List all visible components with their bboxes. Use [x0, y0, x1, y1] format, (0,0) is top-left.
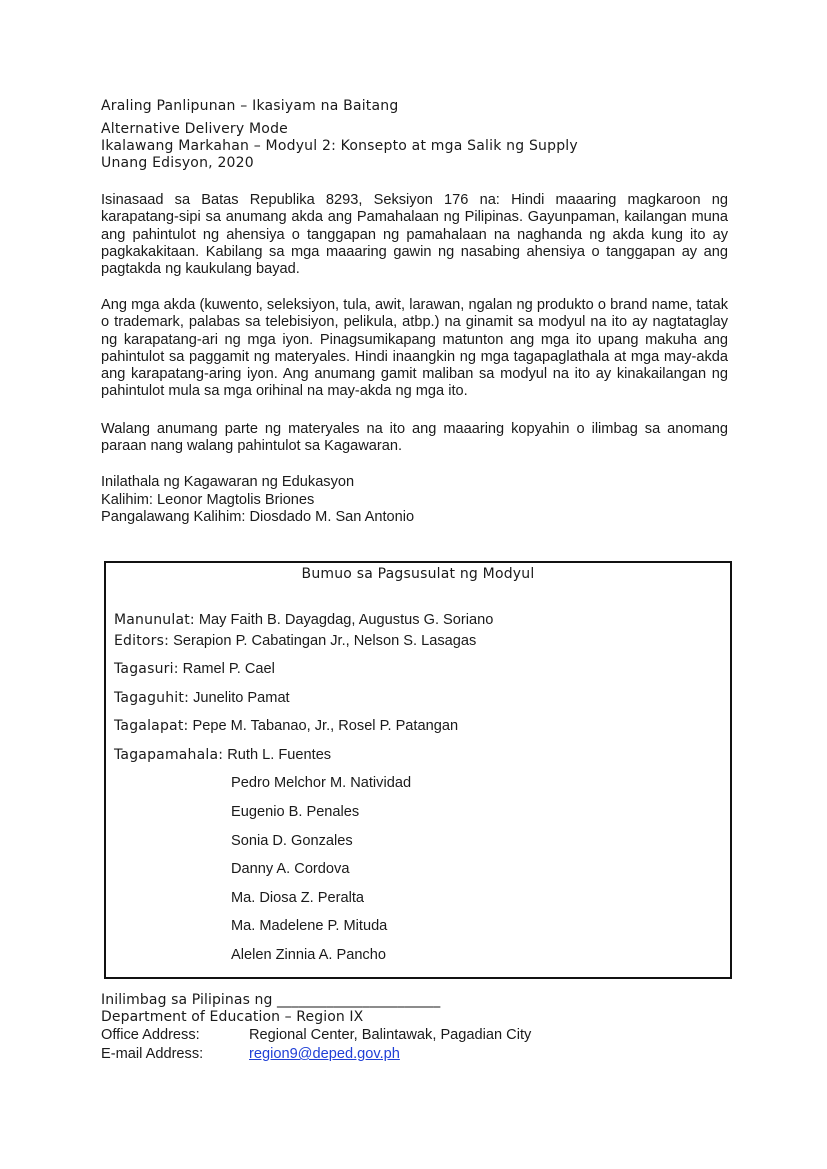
management-member: Pedro Melchor M. Natividad: [231, 775, 412, 791]
editors-names: Serapion P. Cabatingan Jr., Nelson S. Lasagas: [173, 633, 477, 649]
management-member: Alelen Zinnia A. Pancho: [231, 947, 386, 963]
writers-label: Manunulat:: [114, 612, 195, 628]
management-row: [114, 747, 331, 763]
layout-artist-label: Tagalapat:: [114, 718, 189, 734]
layout-artist-row: [114, 718, 458, 734]
edition: Unang Edisyon, 2020: [101, 155, 254, 171]
department-line: [101, 1009, 531, 1026]
layout-artist-names: Pepe M. Tabanao, Jr., Rosel P. Patangan: [192, 718, 459, 734]
management-label: Tagapamahala:: [114, 747, 224, 763]
printed-by-line: [101, 992, 531, 1009]
management-member: Ma. Madelene P. Mituda: [231, 918, 388, 934]
email-address-link[interactable]: region9@deped.gov.ph: [249, 1046, 400, 1062]
borrowed-materials-paragraph: Ang mga akda (kuwento, seleksiyon, tula, awit, larawan, ngalan ng produkto o brand name, tatak o trademark, palabas sa telebisiyon, pelikula, atbp.) na ginamit sa modyul na ito ay nagtataglay ng karapatang-ari ng mga iyon. Pinagsumikapang matunton ang mga ito upang makuha ang pahintulot sa paggamit ng materyales. Hindi inaangkin ng mga tagapaglathala at mga may-akda ang karapatang-aring iyon. Ang anumang gamit maliban sa modyul na ito ay kinakailangan ng pahintulot mula sa mga orihinal na may-akda ng mga ito.: [101, 297, 728, 400]
development-team-box: [104, 561, 732, 979]
reviewer-name: Ramel P. Cael: [182, 661, 275, 677]
undersecretary-line: Pangalawang Kalihim: Diosdado M. San Antonio: [101, 509, 415, 525]
email-address-label: E-mail Address:: [101, 1046, 204, 1062]
delivery-mode: Alternative Delivery Mode: [101, 121, 288, 137]
reproduction-paragraph: Walang anumang parte ng materyales na ito ang maaaring kopyahin o ilimbag sa anomang paraan nang walang pahintulot sa Kagawaran.: [101, 421, 728, 455]
management-member: Ma. Diosa Z. Peralta: [231, 890, 365, 906]
publisher-info: [101, 474, 414, 527]
management-member: Sonia D. Gonzales: [231, 833, 353, 849]
secretary-line: Kalihim: Leonor Magtolis Briones: [101, 491, 315, 508]
writers-names: May Faith B. Dayagdag, Augustus G. Soriano: [198, 612, 494, 628]
department-text: Department of Education – Region IX: [101, 1009, 364, 1025]
reviewer-label: Tagasuri:: [114, 661, 179, 677]
editors-label: Editors:: [114, 633, 170, 649]
email-address-line: [101, 1045, 531, 1064]
management-member: Danny A. Cordova: [231, 861, 350, 877]
copyright-notice-paragraph: Isinasaad sa Batas Republika 8293, Seksiyon 176 na: Hindi maaaring magkaroon ng karapatang-sipi sa anumang akda ang Pamahalaan ng Pilipinas. Gayunpaman, kailangan muna ang pahintulot ng ahensiya o tanggapan ng pamahalaan na naghanda ng akda kung ito ay pagkakakitaan. Kabilang sa mga maaaring gawin ng nasabing ahensiya o tanggapan ay ang pagtakda ng kaukulang bayad.: [101, 192, 728, 278]
management-member: Eugenio B. Penales: [231, 804, 360, 820]
illustrator-label: Tagaguhit:: [114, 690, 190, 706]
module-header: [101, 98, 741, 172]
module-title: Ikalawang Markahan – Modyul 2: Konsepto at mga Salik ng Supply: [101, 138, 578, 154]
office-address-label: Office Address:: [101, 1027, 200, 1043]
printed-by-text: Inilimbag sa Pilipinas ng _______________________: [101, 992, 441, 1008]
illustrator-name: Junelito Pamat: [193, 690, 290, 706]
writers-row: [114, 612, 493, 628]
management-first-name: Ruth L. Fuentes: [227, 747, 332, 763]
subject-title: Araling Panlipunan – Ikasiyam na Baitang: [101, 98, 399, 114]
publisher-line: Inilathala ng Kagawaran ng Edukasyon: [101, 474, 355, 490]
office-address-line: [101, 1026, 531, 1045]
office-address-value: Regional Center, Balintawak, Pagadian City: [249, 1027, 532, 1043]
illustrator-row: [114, 690, 290, 706]
reviewer-row: [114, 661, 275, 677]
print-footer: [101, 992, 531, 1064]
development-team-title: Bumuo sa Pagsusulat ng Modyul: [301, 566, 535, 582]
editors-row: [114, 633, 476, 649]
